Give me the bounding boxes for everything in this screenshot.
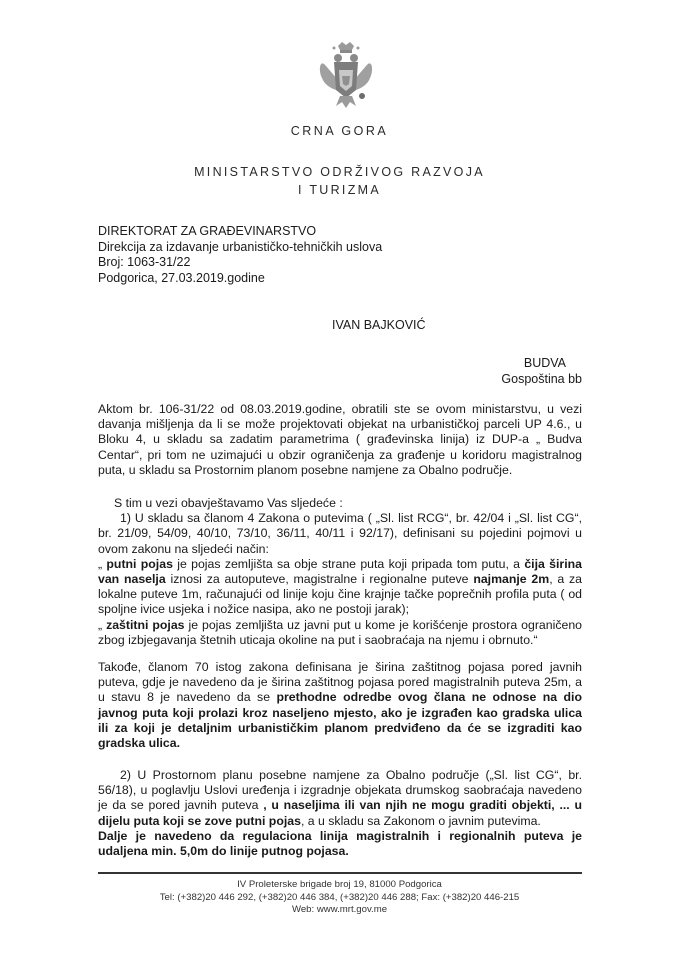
spatial-plan-text-c: , a u skladu sa Zakonom o javnim putevima. [300,813,541,828]
definition-protective-belt [98,618,582,648]
directorate-name: DIREKTORAT ZA GRAĐEVINARSTVO [98,224,317,238]
footer-website[interactable]: Web: www.mrt.gov.me [291,904,388,916]
article-70-text-a: Takođe, članom 70 istog zakona definisana je širina zaštitnog pojasa pored javnih puteva, gdje je navedeno da je širina zaštitnog pojasa pored magistralnih puteva 25m, a u stavu 8 je navedeno da se [98,660,582,705]
montenegro-coat-of-arms-icon [316,40,376,112]
footer-phones: Tel: (+382)20 446 292, (+382)20 446 384, (+382)20 446 288; Fax: (+382)20 446-215 [159,891,520,903]
ministry-line-2: I TURIZMA [298,183,381,197]
paragraph-request-text: Aktom br. 106-31/22 od 08.03.2019.godine, obratili ste se ovom ministarstvu, u vezi davanja mišljenja da li se može projektovati objekat na urbanističkoj parceli UP 4.6., u Bloku 4, u skladu sa zadatim parametrima ( građevinska linija) iz DUP-a „ Budva Centar“, pri tom ne uzimajući u obzir ograničenja za građenje u koridoru magistralnog puta, u skladu sa Prostornim planom posebne namjene za Obalno područje. [98,402,582,477]
reference-number: Broj: 1063-31/22 [98,255,191,269]
article-70-text-bold: prethodne odredbe ovog člana ne odnose na dio javnog puta koji prolazi kroz naseljeno mjesto, ako je izgrađen kao gradska ulica ili za koji je detaljnim urbanističkim planom predviđeno da će se izgraditi kao gradska ulica. [98,690,582,751]
division-name: Direkcija za izdavanje urbanističko-tehničkih uslova [98,239,383,254]
definition-protective-belt-text: je pojas zemljišta uz javni put u kome je korišćenje prostora ograničeno zbog izbjegavanja štetnih uticaja okoline na put i saobraćaja na njemu i obrnuto.“ [98,617,583,647]
definition-road-belt-text-c: , a za lokalne puteve 1m, računajući od linije koju čine krajnje tačke poprečnih profila puta ( od spoljne ivice usjeka i nožice nasipa, ako ne postoji jarak); [98,572,583,617]
recipient-address [501,356,582,387]
definition-road-belt-text-a: je pojas zemljišta sa obje strane puta koji pripada tom putu, a [172,556,525,571]
definition-road-belt-term: putni pojas [106,556,173,571]
footer [0,879,679,917]
ministry-line-1: MINISTARSTVO ODRŽIVOG RAZVOJA [194,165,485,179]
article-70-text [98,660,582,751]
recipient-name: IVAN BAJKOVIĆ [332,318,426,332]
ministry-name [0,163,679,199]
paragraph-article-70 [98,660,582,751]
spatial-plan-text [98,768,582,829]
definitions-intro: S tim u vezi obavještavamo Vas sljedeće : [114,496,343,510]
recipient-street: Gospoština bb [501,371,582,386]
sender-block [98,224,382,286]
paragraph-spatial-plan [98,768,582,859]
country-name: CRNA GORA [290,124,389,138]
definition-road-belt-text-b: iznosi za autoputeve, magistralne i regionalne puteve [165,572,474,587]
footer-divider [98,872,582,874]
recipient-city: BUDVA [523,356,566,370]
definition-road-belt-minimum: najmanje 2m [473,572,550,587]
regulation-line-text: Dalje je navedeno da regulaciona linija magistralnih i regionalnih puteva je udaljena min. 5,0m do linije putnog pojasa. [98,828,582,859]
definitions-item-1: 1) U skladu sa članom 4 Zakona o putevima ( „Sl. list RCG“, br. 42/04 i „Sl. list CG“, br. 21/09, 54/09, 40/10, 73/10, 36/11, 40/11 i 92/17), definisani su pojedini pojmovi u ovom zakonu na sljedeći način: [98,511,582,556]
place-date: Podgorica, 27.03.2019.godine [98,270,265,285]
footer-address: IV Proleterske brigade broj 19, 81000 Podgorica [237,879,442,890]
definition-protective-belt-open: „ [98,617,107,632]
definition-road-belt-width: čija širina van naselja [98,556,582,587]
paragraph-definitions [98,496,582,648]
definition-road-belt-open: „ [98,556,107,571]
spatial-plan-regulation-line [98,829,582,859]
paragraph-request [98,402,582,478]
definition-protective-belt-term: zaštitni pojas [106,617,185,632]
spatial-plan-text-a: 2) U Prostornom planu posebne namjene za Obalno područje („Sl. list CG“, br. 56/18), u poglavlju Uslovi uređenja i izgradnje objekata drumskog saobraćaja navedeno je da se pored javnih puteva [98,768,582,813]
spatial-plan-text-bold-1: , u naseljima ili van njih ne mogu graditi objekti, ... u dijelu puta koji se zove putni pojas [98,798,582,828]
definition-road-belt [98,557,582,618]
